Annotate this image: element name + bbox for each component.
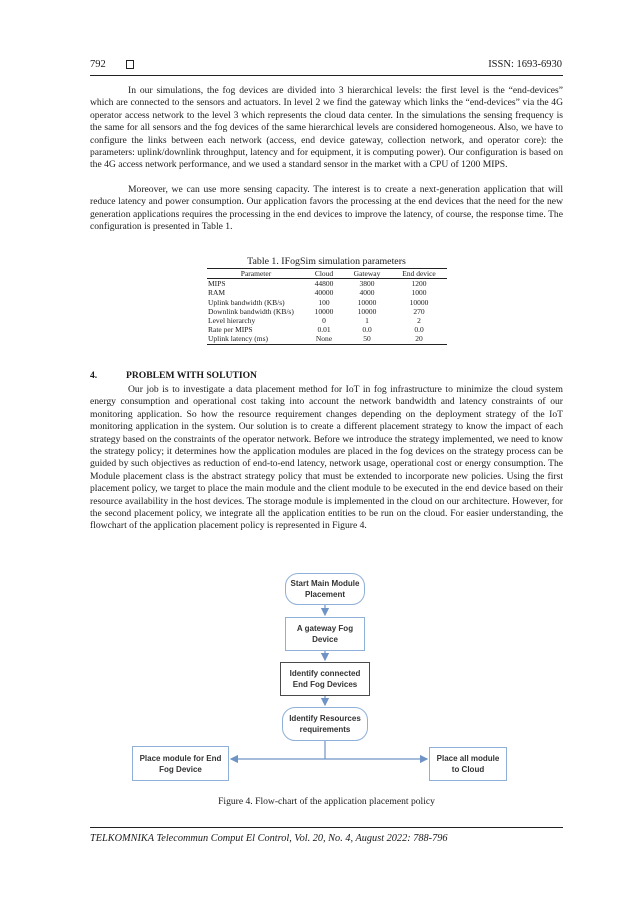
table-cell: 40000 bbox=[314, 288, 334, 298]
table-cell: 3800 bbox=[359, 279, 375, 289]
table-cell: 0.0 bbox=[414, 325, 424, 335]
table-row-label: RAM bbox=[208, 288, 226, 298]
square-bullet-icon bbox=[126, 60, 134, 69]
table-caption: Table 1. IFogSim simulation parameters bbox=[247, 256, 406, 267]
table-row-label: Uplink bandwidth (KB/s) bbox=[208, 297, 285, 307]
col-header: End device bbox=[391, 269, 447, 279]
table-cell: None bbox=[305, 334, 343, 344]
body-paragraph-1: In our simulations, the fog devices are divided into 3 hierarchical levels: the first level is the “end-devices” which are connected to the sensors and actuators. In level 2 we find the gateway which links the “end-devices” via the 4G operator access network to the level 3 which represents the cloud data center. In the simulations the sensing frequency is the same for all sensors and the fog devices of the same hierarchical levels are considered homogeneous. Also, we have to configure the links between each network (access, end device gateway, collection network, and operator core): the parameters: uplink/downlink throughput, latency and for equipment, it is computing power). Our configuration is based on the 4G access network performance, and we used a standard sensor in the market with a CPU of 1200 MIPS. bbox=[90, 85, 563, 171]
flow-node-identify-resources: Identify Resources requirements bbox=[282, 707, 368, 741]
section-title: PROBLEM WITH SOLUTION bbox=[126, 370, 257, 381]
col-header: Cloud bbox=[305, 269, 343, 279]
table-cell: 0.0 bbox=[362, 325, 372, 335]
page-number: 792 bbox=[90, 59, 106, 70]
table-row-label: MIPS bbox=[208, 279, 226, 289]
table-row bbox=[207, 325, 447, 334]
flow-node-place-end: Place module for End Fog Device bbox=[132, 746, 229, 781]
table-cell: 44800 bbox=[314, 279, 334, 289]
flow-node-place-cloud: Place all module to Cloud bbox=[429, 747, 507, 781]
flow-node-gateway: A gateway Fog Device bbox=[285, 617, 365, 651]
table-row bbox=[207, 334, 447, 344]
table-cell: 270 bbox=[413, 306, 425, 316]
running-header bbox=[90, 59, 562, 75]
table-cell: 1200 bbox=[411, 279, 427, 289]
table-cell: 10000 bbox=[314, 306, 334, 316]
table-row-label: Uplink latency (ms) bbox=[207, 334, 305, 344]
table-cell: 0 bbox=[322, 316, 326, 326]
section-paragraph: Our job is to investigate a data placement method for IoT in fog infrastructure to minimize the cloud system energy consumption and operational cost taking into account the network bandwidth and latency constraints of our monitoring application. So how the resource requirement changes depending on the deployment strategy of the IoT monitoring application in the system. Our solution is to create a different placement strategy to know the impact of each strategy based on the constraints of the operator network. Before we introduce the strategy implemented, we need to know the strategy policy; it determines how the application modules are placed in the fog devices on the strategy process can be guided by such objectives as reduction of end-to-end latency, network usage, operational cost or energy consumption. The Module placement class is the abstract strategy policy that must be extended to incorporate new policies. Using the first placement policy, we target to place the main module and the client module to be executed in the end device based on their resource availability in the host devices. The storage module is implemented in the cloud on our architecture. However, for the second placement policy, we integrate all the application entities to be run on the cloud. For easier understanding, the flowchart of the application placement policy is represented in Figure 4. bbox=[90, 384, 563, 532]
table-cell: 4000 bbox=[359, 288, 375, 298]
flow-node-identify-devices: Identify connected End Fog Devices bbox=[280, 662, 370, 696]
table-row bbox=[207, 316, 447, 325]
table-cell: 2 bbox=[417, 316, 421, 326]
body-paragraph-2: Moreover, we can use more sensing capacity. The interest is to create a next-generation application that will reduce latency and power consumption. Our application favors the processing at the end devices that the need for the new generation applications requires the processing in the end devices to improve the latency, of course, the response time. The configuration is presented in Table 1. bbox=[90, 184, 563, 233]
figure-caption: Figure 4. Flow-chart of the application placement policy bbox=[218, 796, 435, 807]
footer-rule bbox=[90, 827, 563, 828]
flow-node-start: Start Main Module Placement bbox=[285, 573, 365, 605]
journal-footer: TELKOMNIKA Telecommun Comput El Control, Vol. 20, No. 4, August 2022: 788-796 bbox=[90, 833, 448, 844]
table-row bbox=[207, 279, 447, 289]
table-cell: 100 bbox=[318, 297, 330, 307]
table-cell: 10000 bbox=[409, 297, 429, 307]
table-cell: 20 bbox=[391, 334, 447, 344]
table-cell: 50 bbox=[343, 334, 391, 344]
table-row-label: Rate per MIPS bbox=[208, 325, 253, 335]
table-cell: 10000 bbox=[357, 297, 377, 307]
simulation-parameters-table bbox=[207, 268, 447, 345]
flowchart-figure bbox=[130, 571, 510, 786]
table-row bbox=[207, 298, 447, 307]
table-row bbox=[207, 288, 447, 297]
col-header: Parameter bbox=[207, 269, 305, 279]
table-cell: 10000 bbox=[357, 306, 377, 316]
table-cell: 1 bbox=[365, 316, 369, 326]
table-cell: 0.01 bbox=[317, 325, 331, 335]
table-cell: 1000 bbox=[411, 288, 427, 298]
table-row bbox=[207, 307, 447, 316]
col-header: Gateway bbox=[343, 269, 391, 279]
table-header-row bbox=[207, 269, 447, 279]
header-rule bbox=[90, 75, 563, 76]
issn: ISSN: 1693-6930 bbox=[488, 59, 562, 70]
table-row-label: Downlink bandwidth (KB/s) bbox=[208, 306, 294, 316]
table-row-label: Level hierarchy bbox=[208, 316, 256, 326]
section-number: 4. bbox=[90, 370, 98, 381]
section-heading bbox=[90, 370, 257, 381]
